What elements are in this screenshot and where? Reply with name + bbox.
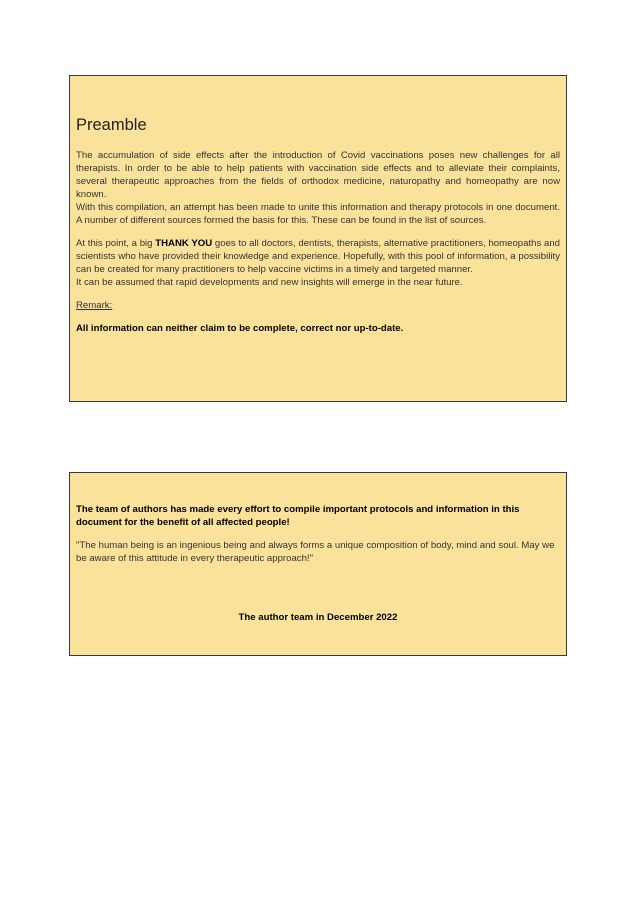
spacer (76, 565, 560, 611)
author-signoff: The author team in December 2022 (238, 612, 398, 623)
thank-you-emphasis: THANK YOU (155, 238, 213, 249)
remark-text: All information can neither claim to be complete, correct nor up-to-date. (76, 323, 404, 334)
spacer (76, 289, 560, 299)
preamble-paragraph-1: The accumulation of side effects after the introduction of Covid vaccinations poses new challenges for all therapists. In order to be able to help patients with vaccination side effects and to alleviate their complaints, several therapeutic approaches from the fields of orthodox medicine, naturopathy and homeopathy are now known. (76, 150, 560, 200)
thanks-prefix: At this point, a big (76, 238, 156, 249)
closing-quote: "The human being is an ingenious being and always forms a unique composition of body, mind and soul. May we be aware of this attitude in every therapeutic approach!" (76, 540, 555, 564)
preamble-paragraph-2: With this compilation, an attempt has been made to unite this information and therapy protocols in one document. A number of different sources formed the basis for this. These can be found in the list of sources. (76, 202, 560, 226)
thanks-suffix: goes to all doctors, dentists, therapists, alternative practitioners, homeopaths and scientists who have provided their knowledge and experience. Hopefully, with this pool of information, a possibility can be created for many practitioners to help vaccine victims in a timely and targeted manner. (76, 238, 560, 275)
spacer (76, 312, 560, 322)
authors-statement: The team of authors has made every effort to compile important protocols and information in this document for the benefit of all affected people! (76, 504, 520, 528)
preamble-paragraph-3 (76, 237, 560, 276)
preamble-box (69, 75, 567, 402)
remark-label: Remark: (76, 300, 113, 311)
closing-box (69, 472, 567, 656)
spacer (76, 227, 560, 237)
preamble-paragraph-4: It can be assumed that rapid developments and new insights will emerge in the near future. (76, 277, 463, 288)
preamble-title: Preamble (76, 116, 147, 134)
spacer (76, 529, 560, 539)
